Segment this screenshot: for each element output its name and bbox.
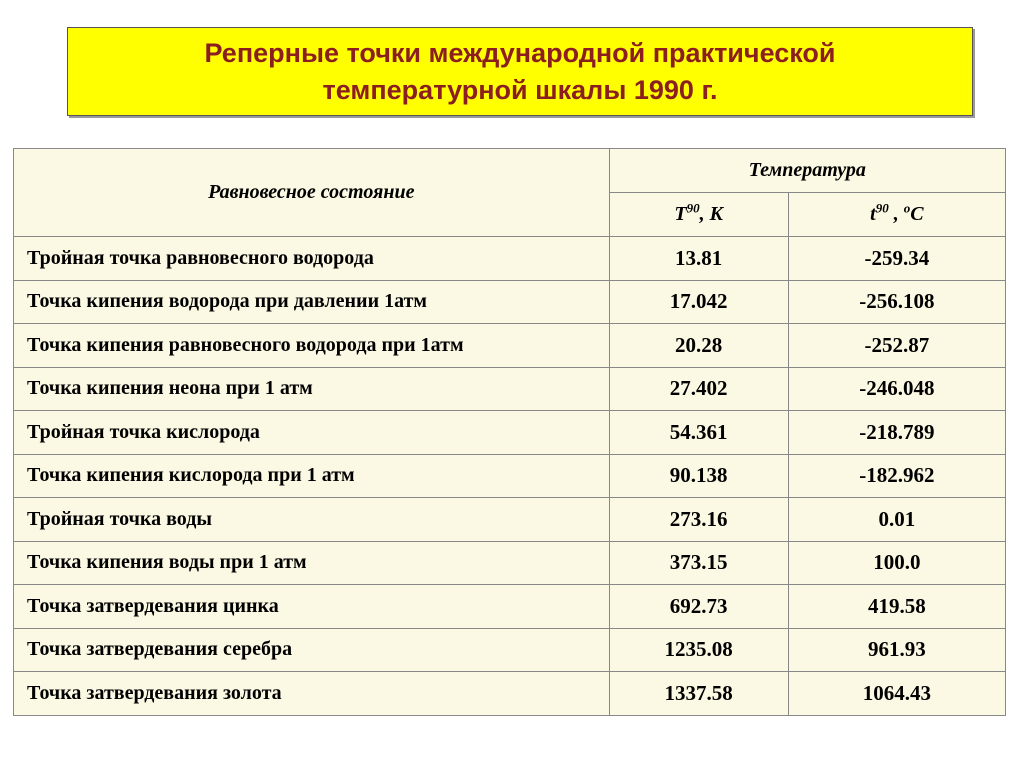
row-kelvin-value: 273.16 [609,498,788,542]
row-state-name: Точка кипения воды при 1 атм [14,541,610,585]
header-kelvin: $T^{90}$, K [609,193,788,237]
row-kelvin-value: 17.042 [609,280,788,324]
row-kelvin-value: 90.138 [609,454,788,498]
table-row [14,411,1006,455]
row-kelvin-value: 373.15 [609,541,788,585]
header-state: Равновесное состояние [14,149,610,237]
row-celsius-value: -252.87 [788,324,1005,368]
row-state-name: Точка затвердевания серебра [14,628,610,672]
row-celsius-value: 1064.43 [788,672,1005,716]
table-row [14,280,1006,324]
table-row [14,237,1006,281]
row-state-name: Точка кипения водорода при давлении 1атм [14,280,610,324]
row-kelvin-value: 1235.08 [609,628,788,672]
row-state-name: Точка затвердевания золота [14,672,610,716]
row-state-name: Точка кипения неона при 1 атм [14,367,610,411]
row-kelvin-value: 27.402 [609,367,788,411]
title-line-2: температурной шкалы 1990 г. [322,74,718,105]
row-kelvin-value: 13.81 [609,237,788,281]
row-celsius-value: -259.34 [788,237,1005,281]
table-row [14,585,1006,629]
row-celsius-value: -256.108 [788,280,1005,324]
row-kelvin-value: 20.28 [609,324,788,368]
row-kelvin-value: 1337.58 [609,672,788,716]
header-celsius: $t^{90}$ , $^o$C [788,193,1005,237]
row-celsius-value: 419.58 [788,585,1005,629]
row-celsius-value: -218.789 [788,411,1005,455]
table-row [14,672,1006,716]
row-kelvin-value: 692.73 [609,585,788,629]
row-celsius-value: -182.962 [788,454,1005,498]
row-state-name: Тройная точка воды [14,498,610,542]
row-state-name: Точка кипения равновесного водорода при 1атм [14,324,610,368]
row-celsius-value: 100.0 [788,541,1005,585]
row-state-name: Точка кипения кислорода при 1 атм [14,454,610,498]
table-row [14,454,1006,498]
row-celsius-value: -246.048 [788,367,1005,411]
reference-points-table [13,148,1006,716]
row-state-name: Тройная точка равновесного водорода [14,237,610,281]
table-row [14,498,1006,542]
header-temperature: Температура [609,149,1005,193]
table-row [14,541,1006,585]
table-row [14,367,1006,411]
title-banner [67,27,973,116]
row-state-name: Точка затвердевания цинка [14,585,610,629]
row-celsius-value: 961.93 [788,628,1005,672]
table-row [14,324,1006,368]
row-celsius-value: 0.01 [788,498,1005,542]
row-kelvin-value: 54.361 [609,411,788,455]
table-body [14,237,1006,716]
table-row [14,628,1006,672]
row-state-name: Тройная точка кислорода [14,411,610,455]
title-line-1: Реперные точки международной практической [204,37,836,68]
